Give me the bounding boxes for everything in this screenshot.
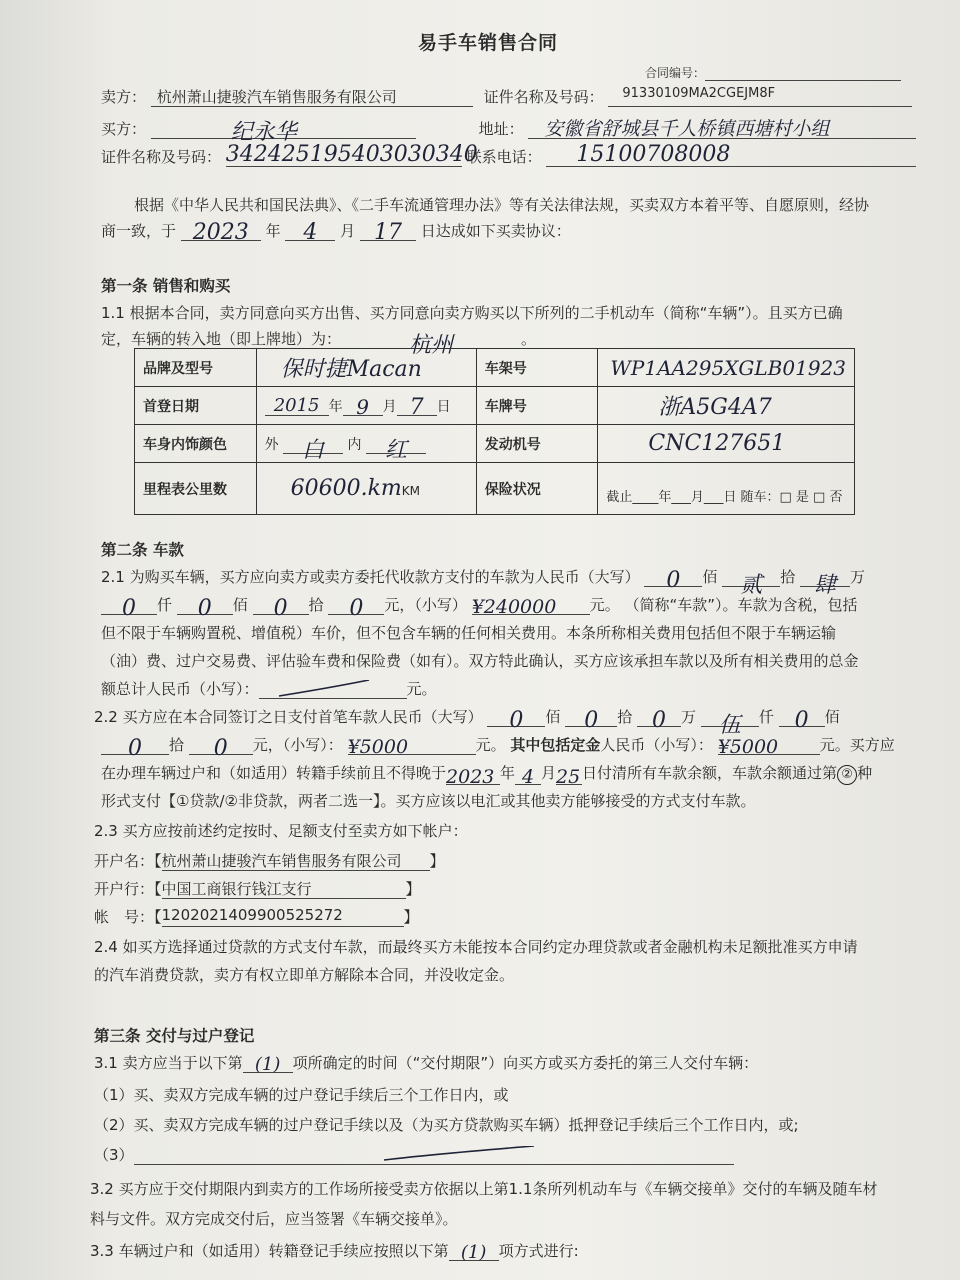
p22-line1	[94, 706, 840, 738]
color-label: 车身内饰颜色	[135, 425, 257, 463]
account-bank-close: 】	[405, 880, 421, 898]
due-year: 2023	[446, 766, 500, 785]
p22-line4: 形式支付【①贷款/②非贷款，两者二选一】。买方应该以电汇或其他卖方能够接受的方式支付车款。	[101, 792, 756, 810]
price-small: ¥240000	[472, 596, 590, 615]
price-wan: 肆	[800, 568, 850, 587]
p33	[90, 1240, 579, 1261]
option-3-label: （3）	[94, 1146, 134, 1164]
dp-unit-shi2: 拾	[169, 736, 185, 754]
p21-line1	[101, 566, 866, 598]
unit-shi2: 拾	[308, 596, 324, 614]
dp-small-label: 元，（小写）：	[252, 736, 343, 754]
insurance-label: 保险状况	[476, 463, 598, 515]
account-name-row	[94, 850, 445, 871]
deposit-label: 人民币（小写）：	[600, 736, 713, 754]
p31	[94, 1052, 758, 1073]
total-unit: 元。	[406, 680, 437, 698]
due-day: 25	[556, 766, 581, 788]
option-3-field	[134, 1146, 734, 1165]
mileage-value-cell	[256, 463, 476, 515]
account-name-close: 】	[429, 852, 445, 870]
contract-number-label: 合同编号：	[645, 66, 706, 80]
account-bank-row	[94, 878, 421, 899]
p31-choice: (1)	[243, 1054, 293, 1073]
p22-line3	[101, 762, 873, 788]
preamble-line1: 根据《中华人民共和国民法典》、《二手车流通管理办法》等有关法律法规，买卖双方本着平等、自愿原则，经协	[134, 196, 870, 214]
reg-day-unit: 日	[436, 399, 451, 415]
p32-line2: 料与文件。双方完成交付后，应当签署《车辆交接单》。	[90, 1210, 458, 1228]
price-shi: 贰	[722, 568, 780, 587]
dp-bai2: 0	[779, 708, 825, 727]
destination: 杭州	[341, 328, 521, 349]
table-row	[135, 387, 855, 425]
sign-day: 17	[360, 220, 416, 241]
dp-unit-bai: 佰	[545, 708, 561, 726]
reg-date-value	[256, 387, 476, 425]
article1-p1-line2	[101, 328, 537, 358]
dp-end: 元。买方应	[819, 736, 895, 754]
p32-line1: 3.2 买方应于交付期限内到卖方的工作场所接受卖方依据以上第1.1条所列机动车与《车辆交接单》交付的车辆及随车材	[90, 1180, 878, 1198]
account-name: 杭州萧山捷骏汽车销售服务有限公司	[162, 850, 430, 871]
plate-label: 车牌号	[476, 387, 598, 425]
price-shi2: 0	[253, 596, 309, 615]
vin-value: WP1AA295XGLB01923	[598, 349, 855, 387]
p22-line2	[101, 734, 895, 761]
p21-line2	[101, 594, 858, 621]
p21-line3: 但不限于车辆购置税、增值税）车价，但不包含车辆的任何相关费用。本条所称相关费用包括但不限于车辆运输	[101, 624, 837, 642]
due-year-unit: 年	[500, 764, 516, 782]
buyer-cert-value: 342425195403030340	[225, 142, 478, 167]
brand-value: 保时捷Macan	[256, 349, 476, 387]
page-title: 易手车销售合同	[418, 32, 559, 54]
price-yuan: 0	[328, 596, 384, 615]
unit-bai2: 佰	[232, 596, 248, 614]
total-label: 额总计人民币（小写）：	[101, 680, 259, 698]
sign-year: 2023	[181, 220, 261, 241]
seller-row	[101, 86, 912, 107]
dp-unit-wan: 万	[681, 708, 697, 726]
dp-unit-shi: 拾	[617, 708, 633, 726]
mileage-value: 60600.km	[290, 476, 402, 501]
p21-text: 2.1 为购买车辆，买方应向卖方或卖方委托代收款方支付的车款为人民币（大写）	[101, 568, 640, 586]
seller-label: 卖方：	[101, 88, 147, 106]
strike-mark	[134, 1146, 734, 1164]
engine-value: CNC127651	[598, 425, 855, 463]
color-out-label: 外	[264, 437, 279, 453]
seller-cert-label: 证件名称及号码：	[483, 88, 604, 106]
article1-p1-line1: 1.1 根据本合同，卖方同意向买方出售、买方同意向卖方购买以下所列的二手机动车（简称“车辆”）。且买方已确	[101, 304, 843, 322]
table-row	[135, 425, 855, 463]
dp-unit-qian: 仟	[758, 708, 774, 726]
sign-month-unit: 月	[340, 222, 356, 240]
dp-mid: 元。	[475, 736, 506, 754]
deposit-bold: 其中包括定金	[510, 736, 601, 754]
unit-yuan2: 元。	[589, 596, 620, 614]
p21-line4: （油）费、过户交易费、评估验车费和保险费（如有）。双方特此确认，买方应该承担车款以及所有相关费用的总金	[101, 652, 859, 670]
deposit-amount: ¥5000	[718, 736, 820, 755]
p31-post: 项所确定的时间（“交付期限”）向买方或买方委托的第三人交付车辆：	[292, 1054, 759, 1072]
due-month-unit: 月	[541, 764, 557, 782]
sign-year-unit: 年	[265, 222, 281, 240]
dp-wan: 0	[637, 708, 681, 727]
unit-shi: 拾	[780, 568, 796, 586]
option-1: （1）买、卖双方完成车辆的过户登记手续后三个工作日内，或	[94, 1086, 509, 1104]
unit-bai: 佰	[702, 568, 718, 586]
buyer-address-label: 地址：	[478, 120, 524, 138]
insurance-value: 截止____年___月___日 随车：□ 是 □ 否	[598, 463, 855, 515]
buyer-row	[101, 114, 916, 145]
due-month: 4	[515, 766, 541, 785]
seller-name: 杭州萧山捷骏汽车销售服务有限公司	[151, 86, 473, 107]
mileage-label: 里程表公里数	[135, 463, 257, 515]
p33-pre: 3.3 车辆过户和（如适用）转籍登记手续应按照以下第	[90, 1242, 449, 1260]
dp-small: ¥5000	[348, 736, 476, 755]
account-bank-label: 开户行：【	[94, 880, 162, 898]
account-name-label: 开户名：【	[94, 852, 162, 870]
table-row	[135, 463, 855, 515]
seller-cert-value: 91330109MA2CGEJM8F	[608, 86, 912, 107]
price-bai2: 0	[177, 596, 233, 615]
p21-line2-post: （简称“车款”）。车款为含税，包括	[624, 596, 858, 614]
unit-qian: 仟	[157, 596, 173, 614]
p33-post: 项方式进行:	[498, 1242, 579, 1260]
table-row	[135, 349, 855, 387]
p24-line2: 的汽车消费贷款，卖方有权立即单方解除本合同，并没收定金。	[94, 966, 515, 984]
price-qian: 0	[101, 596, 157, 615]
option-3	[94, 1144, 734, 1165]
dp-qian: 伍	[701, 708, 759, 727]
color-out: 白	[283, 433, 343, 454]
p33-choice: (1)	[449, 1242, 499, 1261]
engine-label: 发动机号	[476, 425, 598, 463]
p21-line5	[101, 678, 437, 699]
strike-mark	[259, 680, 407, 698]
account-number: 1202021409900525272	[162, 906, 404, 927]
destination-post: 。	[521, 330, 537, 348]
buyer-label: 买方：	[101, 120, 147, 138]
total-field	[259, 680, 407, 699]
buyer-phone: 15100708008	[546, 142, 916, 167]
mileage-unit: KM	[401, 484, 420, 498]
dp-shi: 0	[565, 708, 617, 727]
vin-label: 车架号	[476, 349, 598, 387]
sign-month: 4	[285, 220, 335, 241]
buyer-phone-label: 联系电话：	[466, 148, 542, 166]
dp-shi2: 0	[101, 736, 169, 755]
account-number-close: 】	[403, 908, 419, 926]
preamble-post: 日达成如下买卖协议：	[420, 222, 571, 240]
plate-value: 浙A5G4A7	[598, 387, 855, 425]
article2-title: 第二条 车款	[101, 541, 184, 559]
due-pre: 在办理车辆过户和（如适用）转籍手续前且不得晚于	[101, 764, 447, 782]
vehicle-table	[134, 348, 855, 515]
color-in-label: 内	[347, 437, 362, 453]
color-value	[256, 425, 476, 463]
dp-bai: 0	[487, 708, 545, 727]
account-number-label: 帐 号：【	[94, 908, 162, 926]
option-2: （2）买、卖双方完成车辆的过户登记手续以及（为买方贷款购买车辆）抵押登记手续后三个工作日内，或;	[94, 1116, 799, 1134]
p23: 2.3 买方应按前述约定按时、足额支付至卖方如下帐户：	[94, 822, 468, 840]
account-number-row	[94, 906, 419, 927]
reg-month: 9	[343, 395, 383, 416]
dp-unit-bai2: 佰	[824, 708, 840, 726]
reg-month-unit: 月	[382, 399, 397, 415]
p22-text: 2.2 买方应在本合同签订之日支付首笔车款人民币（大写）	[94, 708, 483, 726]
brand-label: 品牌及型号	[135, 349, 257, 387]
preamble-line2	[101, 220, 571, 245]
unit-yuan-small: 元，（小写）	[384, 596, 467, 614]
buyer-name: 纪永华	[151, 115, 416, 139]
payment-choice: ②	[837, 765, 857, 785]
preamble-pre: 商一致，于	[101, 222, 177, 240]
article3-title: 第三条 交付与过户登记	[94, 1027, 255, 1045]
buyer-cert-row	[101, 142, 916, 167]
color-in: 红	[366, 433, 426, 454]
price-bai: 0	[644, 568, 702, 587]
reg-date-label: 首登日期	[135, 387, 257, 425]
article1-title: 第一条 销售和购买	[101, 277, 231, 295]
buyer-address: 安徽省舒城县千人桥镇西塘村小组	[528, 114, 916, 139]
contract-number-field	[705, 66, 901, 81]
p24-line1: 2.4 如买方选择通过贷款的方式支付车款，而最终买方未能按本合同约定办理贷款或者金融机构未足额批准买方申请	[94, 938, 858, 956]
dp-yuan: 0	[189, 736, 253, 755]
contract-number	[645, 64, 901, 81]
buyer-cert-label: 证件名称及号码：	[101, 148, 222, 166]
reg-year-unit: 年	[328, 399, 343, 415]
account-bank: 中国工商银行钱江支行	[162, 878, 406, 899]
reg-year: 2015	[265, 395, 329, 416]
due-post: 种	[857, 764, 873, 782]
due-mid: 日付清所有车款余额，车款余额通过第	[582, 764, 838, 782]
unit-wan: 万	[850, 568, 866, 586]
destination-pre: 定，车辆的转入地（即上牌地）为：	[101, 330, 342, 348]
reg-day: 7	[397, 395, 437, 416]
p31-pre: 3.1 卖方应当于以下第	[94, 1054, 243, 1072]
